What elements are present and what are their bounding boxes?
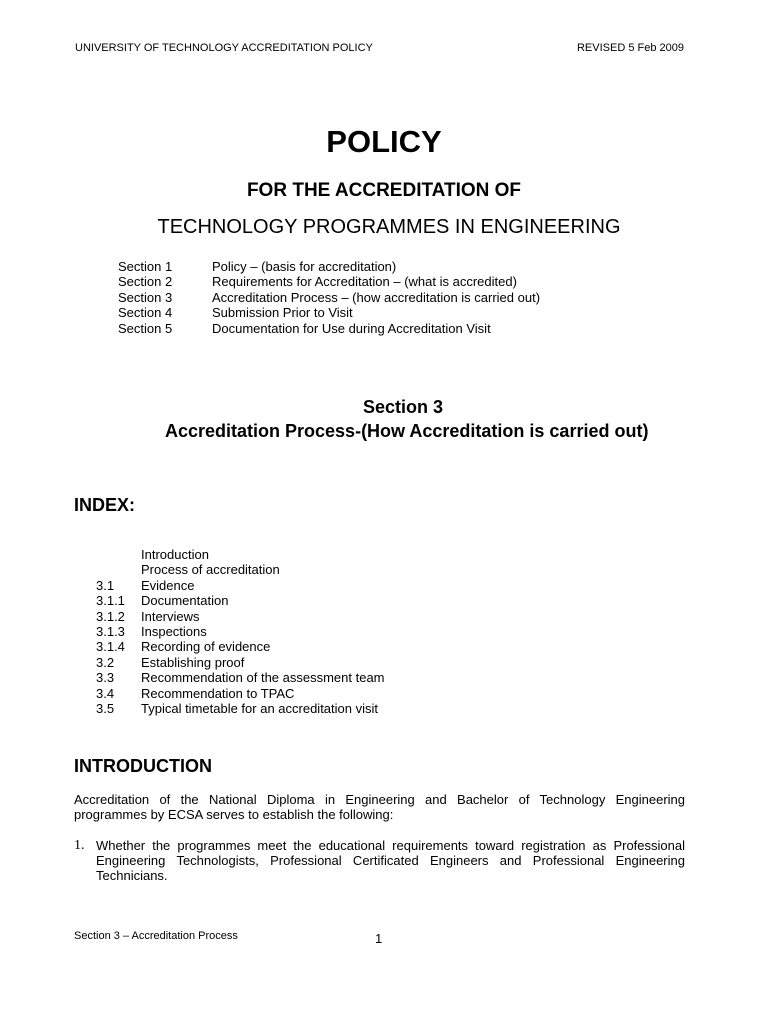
introduction-paragraph: Accreditation of the National Diploma in Engineering and Bachelor of Technology Engineering programmes by ECSA serves to establish the following: bbox=[74, 792, 685, 822]
document-subtitle-2: TECHNOLOGY PROGRAMMES IN ENGINEERING bbox=[157, 216, 621, 238]
index-item bbox=[96, 547, 385, 562]
index-item bbox=[96, 670, 385, 685]
numbered-item-number: 1. bbox=[74, 838, 85, 853]
index-text: Recording of evidence bbox=[141, 639, 271, 655]
section-description: Requirements for Accreditation – (what is accredited) bbox=[212, 274, 517, 290]
index-list bbox=[96, 547, 385, 716]
index-text: Establishing proof bbox=[141, 654, 245, 670]
running-footer: Section 3 – Accreditation Process bbox=[74, 930, 238, 942]
index-number: 3.5 bbox=[96, 701, 115, 717]
index-item bbox=[96, 578, 385, 593]
section-description: Submission Prior to Visit bbox=[212, 305, 353, 321]
index-number bbox=[96, 547, 141, 562]
index-number: 3.4 bbox=[96, 685, 115, 701]
index-heading: INDEX: bbox=[74, 495, 136, 515]
index-text: Evidence bbox=[141, 577, 195, 593]
section-row bbox=[118, 259, 540, 274]
index-text: Documentation bbox=[141, 593, 229, 609]
index-number: 3.1.2 bbox=[96, 608, 125, 624]
section-3-subtitle: Accreditation Process-(How Accreditation is carried out) bbox=[165, 421, 649, 441]
section-description: Accreditation Process – (how accreditation is carried out) bbox=[212, 289, 541, 305]
index-text: Typical timetable for an accreditation visit bbox=[141, 701, 378, 717]
index-item bbox=[96, 639, 385, 654]
index-item bbox=[96, 562, 385, 577]
section-number: Section 3 bbox=[118, 289, 173, 305]
document-title: POLICY bbox=[326, 124, 442, 159]
section-row bbox=[118, 321, 540, 336]
introduction-heading: INTRODUCTION bbox=[74, 756, 212, 776]
numbered-item bbox=[74, 838, 685, 883]
index-number: 3.1.4 bbox=[96, 639, 125, 655]
index-number: 3.1.1 bbox=[96, 593, 125, 609]
section-description: Documentation for Use during Accreditation Visit bbox=[212, 320, 491, 336]
section-row bbox=[118, 290, 540, 305]
index-item bbox=[96, 686, 385, 701]
index-text: Introduction bbox=[141, 547, 209, 562]
section-number: Section 1 bbox=[118, 259, 173, 274]
index-number bbox=[96, 562, 141, 577]
section-row bbox=[118, 305, 540, 320]
index-text: Recommendation to TPAC bbox=[141, 685, 295, 701]
index-text: Interviews bbox=[141, 608, 200, 624]
index-item bbox=[96, 593, 385, 608]
section-number: Section 4 bbox=[118, 305, 173, 321]
section-number: Section 2 bbox=[118, 274, 173, 290]
index-text: Inspections bbox=[141, 624, 207, 640]
index-item bbox=[96, 655, 385, 670]
section-3-title: Section 3 bbox=[362, 397, 444, 417]
index-item bbox=[96, 624, 385, 639]
page-number: 1 bbox=[375, 931, 383, 946]
numbered-item-text: Whether the programmes meet the educational requirements toward registration as Professional Engineering Technologists, Professional Certificated Engineers and Professional Engineering Technicians. bbox=[96, 838, 685, 883]
running-header-title: UNIVERSITY OF TECHNOLOGY ACCREDITATION POLICY bbox=[75, 42, 373, 54]
index-number: 3.1 bbox=[96, 577, 115, 593]
section-row bbox=[118, 274, 540, 289]
index-number: 3.3 bbox=[96, 670, 115, 686]
document-subtitle-1: FOR THE ACCREDITATION OF bbox=[246, 180, 522, 201]
running-header-revision: REVISED 5 Feb 2009 bbox=[576, 42, 684, 54]
index-item bbox=[96, 701, 385, 716]
index-number: 3.2 bbox=[96, 654, 115, 670]
index-item bbox=[96, 609, 385, 624]
index-number: 3.1.3 bbox=[96, 624, 125, 640]
section-number: Section 5 bbox=[118, 320, 173, 336]
section-description: Policy – (basis for accreditation) bbox=[212, 259, 397, 274]
index-text: Recommendation of the assessment team bbox=[141, 670, 385, 686]
section-list bbox=[118, 259, 540, 336]
index-text: Process of accreditation bbox=[141, 562, 280, 578]
